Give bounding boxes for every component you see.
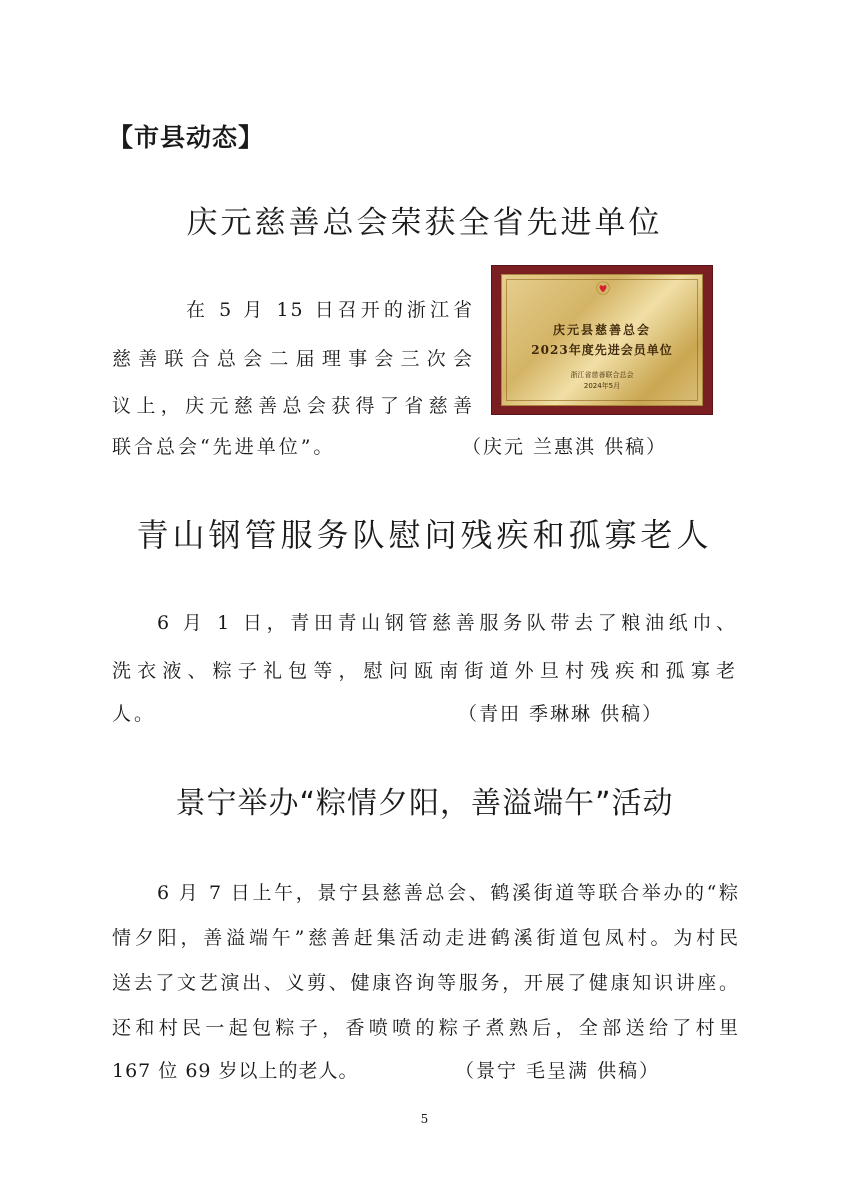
charity-heart-logo-icon (596, 281, 610, 295)
article-line: 情夕阳，善溢端午”慈善赶集活动走进鹤溪街道包凤村。为村民 (112, 927, 739, 949)
article-credit: （庆元 兰惠淇 供稿） (462, 436, 668, 458)
article-line: 议上，庆元慈善总会获得了省慈善 (112, 395, 474, 417)
article-title: 景宁举办“粽情夕阳，善溢端午”活动 (175, 786, 674, 821)
article-line: 联合总会“先进单位”。 (112, 436, 336, 458)
page-number: 5 (420, 1112, 429, 1126)
article-line: 167 位 69 岁以上的老人。 (112, 1060, 359, 1082)
plaque-issuer: 浙江省慈善联合总会 (570, 371, 634, 379)
award-plaque-photo (491, 265, 713, 415)
article-credit: （景宁 毛呈满 供稿） (455, 1060, 661, 1082)
article-credit: （青田 季琳琳 供稿） (458, 703, 664, 725)
plaque-board (501, 274, 703, 406)
article-line: 还和村民一起包粽子，香喷喷的粽子煮熟后，全部送给了村里 (112, 1017, 739, 1039)
article-title: 青山钢管服务队慰问残疾和孤寡老人 (136, 516, 713, 554)
article-line: 在 5 月 15 日召开的浙江省 (186, 299, 474, 321)
article-line: 洗衣液、粽子礼包等，慰问瓯南街道外旦村残疾和孤寡老 (112, 660, 738, 682)
article-line: 人。 (112, 703, 157, 725)
plaque-recipient: 庆元县慈善总会 (552, 323, 651, 337)
plaque-date: 2024年5月 (583, 382, 621, 390)
article-line: 6 月 7 日上午，景宁县慈善总会、鹤溪街道等联合举办的“粽 (157, 882, 739, 904)
article-line: 6 月 1 日，青田青山钢管慈善服务队带去了粮油纸巾、 (157, 612, 738, 634)
plaque-award-title: 2023年度先进会员单位 (531, 343, 673, 357)
article-line: 慈善联合总会二届理事会三次会 (112, 348, 474, 370)
article-title: 庆元慈善总会荣获全省先进单位 (186, 205, 663, 241)
section-tag: 【市县动态】 (108, 123, 265, 152)
article-line: 送去了文艺演出、义剪、健康咨询等服务，开展了健康知识讲座。 (112, 972, 739, 994)
